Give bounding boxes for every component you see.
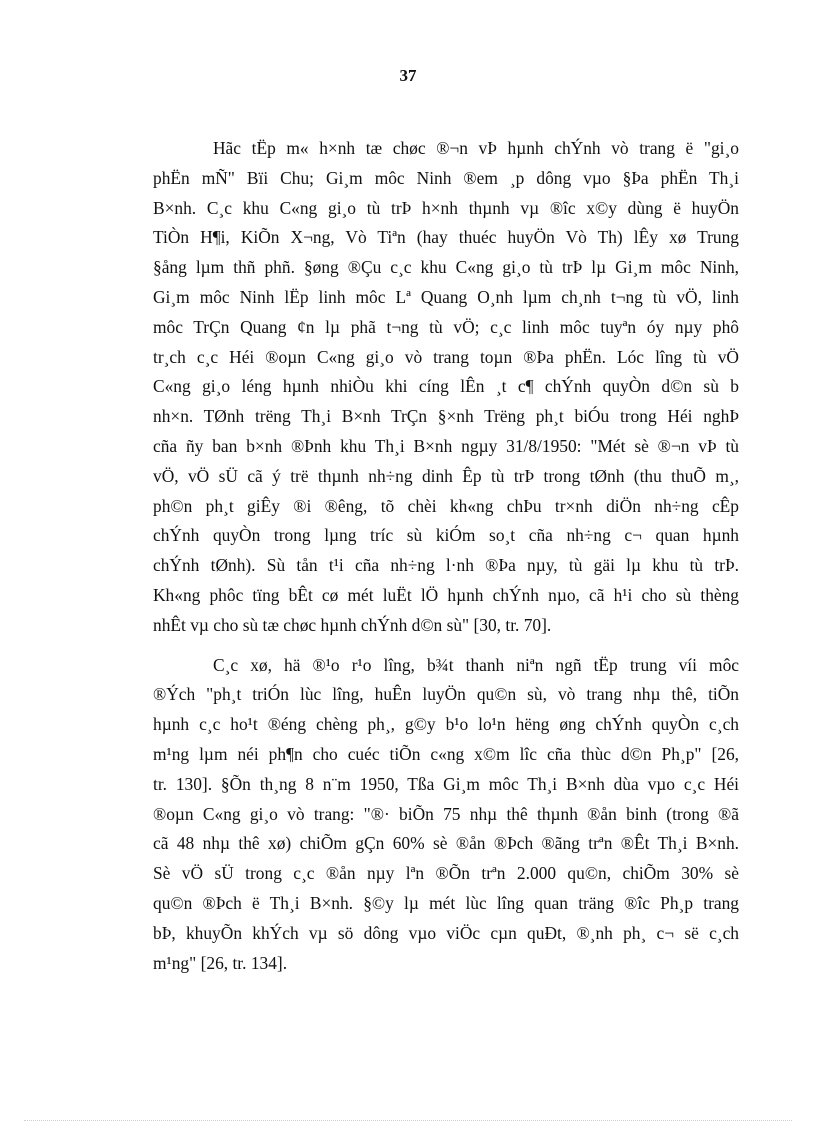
text-line: §ång lµm thñ phñ. §øng ®Çu c¸c khu C«ng gi¸o tù trÞ lµ Gi¸m môc Ninh, (153, 257, 739, 278)
text-line: Gi¸m môc Ninh lËp linh môc Lª Quang O¸nh lµm ch¸nh t¬ng tù vÖ, linh (153, 286, 739, 307)
text-line: cã 48 nhµ thê xø) chiÕm gÇn 60% sè ®ån ®Þch ®ãng trªn ®Êt Th¸i B×nh. (153, 833, 739, 854)
text-line: chÝnh tØnh). Sù tån t¹i cña nh÷ng l·nh ®Þa nµy, tù gäi lµ khu tù trÞ. (153, 555, 739, 576)
page-bottom-divider (24, 1120, 792, 1121)
body-text (153, 134, 739, 978)
text-line: hµnh c¸c ho¹t ®éng chèng ph¸, g©y b¹o lo¹n hëng øng chÝnh quyÒn c¸ch (153, 714, 739, 735)
text-line: nhÊt vµ cho sù tæ chøc hµnh chÝnh d©n sù" [30, tr. 70]. (153, 614, 552, 635)
text-line: m¹ng lµm néi ph¶n cho cuéc tiÕn c«ng x©m lîc cña thùc d©n Ph¸p" [26, (153, 743, 739, 764)
text-line: Sè vÖ sÜ trong c¸c ®ån nµy lªn ®Õn trªn 2.000 qu©n, chiÕm 30% sè (153, 863, 739, 884)
text-line: ®oµn C«ng gi¸o vò trang: "®· biÕn 75 nhµ thê thµnh ®ån binh (trong ®ã (153, 803, 739, 824)
paragraph-1 (153, 134, 739, 641)
text-line: tr¸ch c¸c Héi ®oµn C«ng gi¸o vò trang toµn ®Þa phËn. Lóc lîng tù vÖ (153, 346, 739, 367)
text-line: m¹ng" [26, tr. 134]. (153, 952, 288, 973)
text-line: tr. 130]. §Õn th¸ng 8 n¨m 1950, Tßa Gi¸m môc Th¸i B×nh dùa vµo c¸c Héi (153, 773, 739, 794)
text-line: B×nh. C¸c khu C«ng gi¸o tù trÞ h×nh thµnh vµ ®îc x©y dùng ë huyÖn (153, 197, 739, 218)
text-line: ph©n ph¸t giÊy ®i ®êng, tõ chèi kh«ng chÞu tr×nh diÖn nh÷ng cÊp (153, 495, 739, 516)
text-line: chÝnh quyÒn trong lµng tríc sù kiÓm so¸t cña nh÷ng c¬ quan hµnh (153, 525, 739, 546)
text-line: nh×n. TØnh trëng Th¸i B×nh TrÇn §×nh Trëng ph¸t biÓu trong Héi nghÞ (153, 406, 739, 427)
text-line: Kh«ng phôc tïng bÊt cø mét luËt lÖ hµnh chÝnh nµo, cã h¹i cho sù thèng (153, 584, 739, 605)
page-number: 37 (399, 66, 417, 85)
text-line: vÖ, vÖ sÜ cã ý trë thµnh nh÷ng dinh Êp tù trÞ trong tØnh (thu thuÕ m¸, (153, 465, 739, 486)
text-line: ®Ých "ph¸t triÓn lùc lîng, huÊn luyÖn qu©n sù, vò trang nhµ thê, tiÕn (153, 684, 739, 705)
text-line: C«ng gi¸o léng hµnh nhiÒu khi cíng lÊn ¸t c¶ chÝnh quyÒn d©n sù b (153, 376, 739, 397)
text-line: TiÒn H¶i, KiÕn X¬ng, Vò Tiªn (hay thuéc huyÖn Vò Th) lÊy xø Trung (153, 227, 739, 248)
text-line: C¸c xø, hä ®¹o r¹o lîng, b¾t thanh niªn ngñ tËp trung víi môc (213, 654, 739, 675)
text-line: môc TrÇn Quang ¢n lµ phã t¬ng tù vÖ; c¸c linh môc tuyªn óy nµy phô (153, 316, 739, 337)
text-line: cña ñy ban b×nh ®Þnh khu Th¸i B×nh ngµy 31/8/1950: "Mét sè ®¬n vÞ tù (153, 435, 739, 456)
text-line: phËn mÑ" Bïi Chu; Gi¸m môc Ninh ®em ¸p dông vµo §Þa phËn Th¸i (153, 167, 739, 188)
paragraph-2 (153, 651, 739, 979)
text-line: Hãc tËp m« h×nh tæ chøc ®¬n vÞ hµnh chÝnh vò trang ë "gi¸o (213, 138, 739, 158)
text-line: bÞ, khuyÕn khÝch vµ sö dông vµo viÖc cµn quÐt, ®¸nh ph¸ c¬ së c¸ch (153, 922, 739, 943)
text-line: qu©n ®Þch ë Th¸i B×nh. §©y lµ mét lùc lîng quan träng ®îc Ph¸p trang (153, 892, 739, 913)
